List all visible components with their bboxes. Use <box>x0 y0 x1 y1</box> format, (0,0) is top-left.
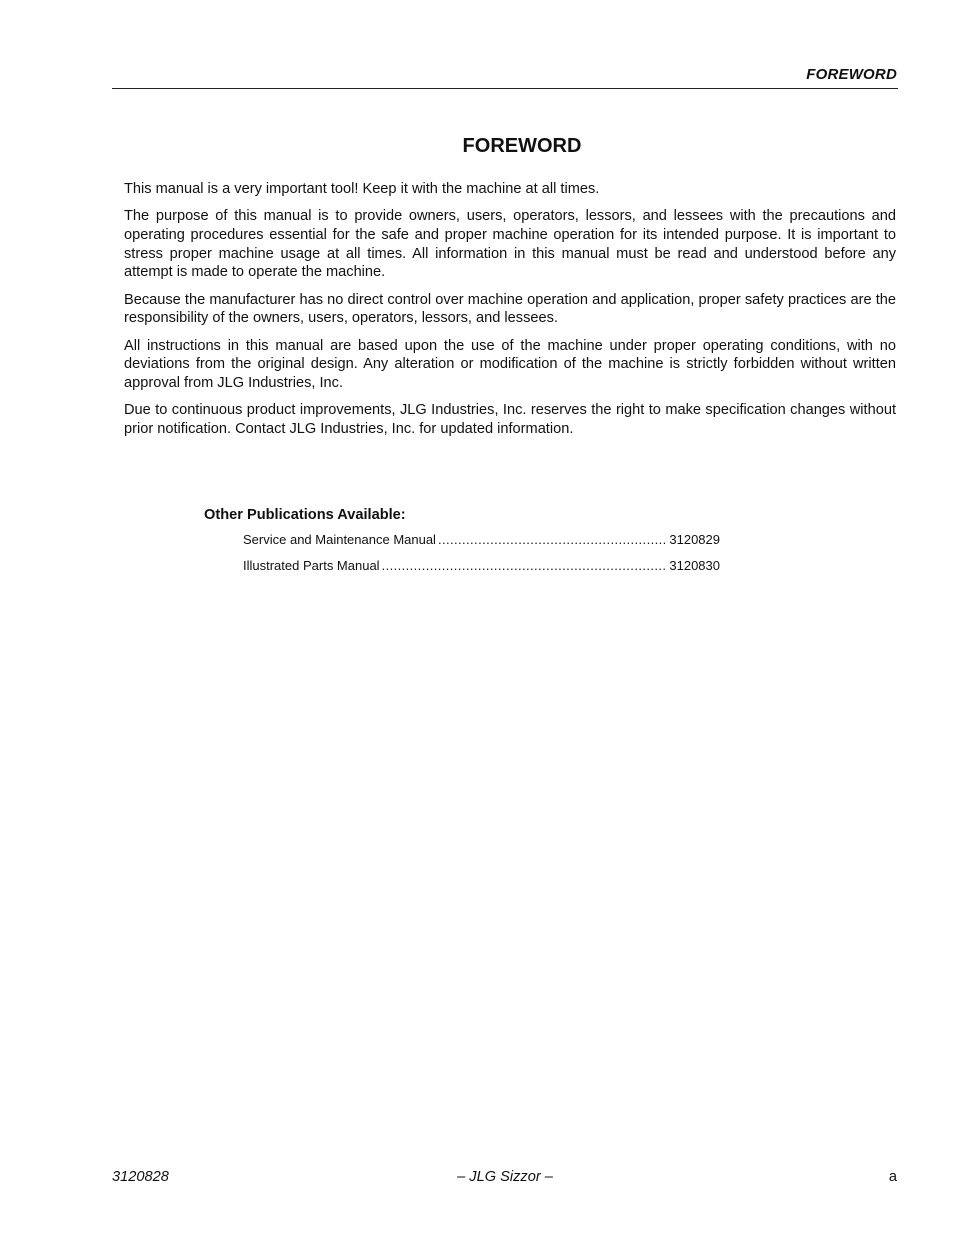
other-publications <box>204 507 724 583</box>
paragraph: Because the manufacturer has no direct control over machine operation and application, proper safety practices are the responsibility of the owners, users, operators, lessors, and lessees. <box>124 291 896 327</box>
paragraph: The purpose of this manual is to provide owners, users, operators, lessors, and lessees with the precautions and operating procedures essential for the safe and proper machine operation for its intended purpose. It is important to stress proper machine usage at all times. All information in this manual must be read and understood before any attempt is made to operate the machine. <box>124 208 896 281</box>
dot-leader <box>438 531 667 549</box>
publication-name: Illustrated Parts Manual <box>243 558 380 573</box>
publications-heading: Other Publications Available: <box>204 507 406 523</box>
footer-product-name: – JLG Sizzor – <box>457 1169 553 1185</box>
publication-item <box>243 531 720 557</box>
running-header <box>112 64 898 89</box>
publication-number: 3120830 <box>669 558 720 573</box>
publication-item <box>243 557 720 583</box>
header-section-title: FOREWORD <box>806 66 897 83</box>
paragraph: All instructions in this manual are based upon the use of the machine under proper operating conditions, with no deviations from the original design. Any alteration or modification of the machine is strictly forbidden without written approval from JLG Industries, Inc. <box>124 337 896 392</box>
page-title: FOREWORD <box>462 135 582 157</box>
footer-doc-number: 3120828 <box>112 1169 169 1185</box>
page-footer <box>112 1169 898 1189</box>
body-text <box>124 180 896 447</box>
dot-leader <box>382 557 668 575</box>
paragraph: Due to continuous product improvements, JLG Industries, Inc. reserves the right to make specification changes without prior notification. Contact JLG Industries, Inc. for updated information. <box>124 402 896 438</box>
publication-name: Service and Maintenance Manual <box>243 532 436 547</box>
footer-page-number: a <box>888 1169 897 1185</box>
paragraph: This manual is a very important tool! Keep it with the machine at all times. <box>124 181 600 197</box>
publication-number: 3120829 <box>669 532 720 547</box>
